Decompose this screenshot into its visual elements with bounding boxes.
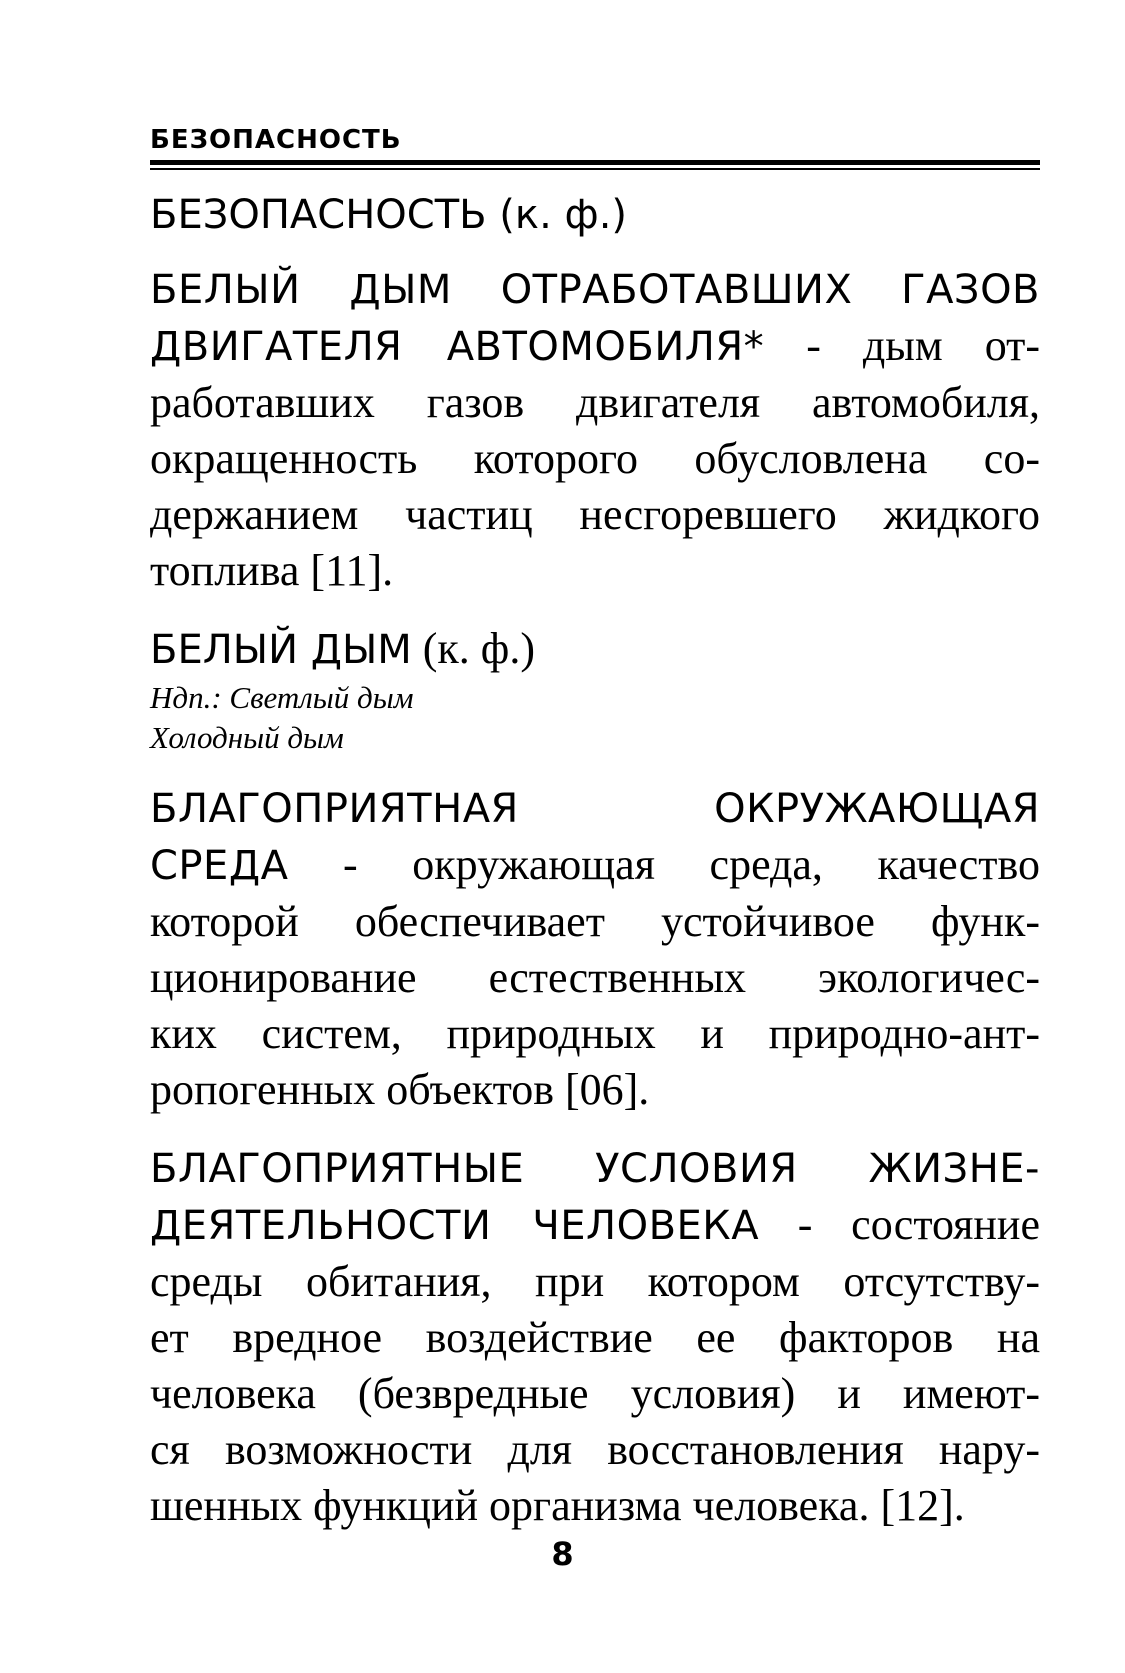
note-line: Холодный дым (150, 720, 344, 755)
note-line: Ндп.: Светлый дым (150, 680, 414, 715)
definition-line: ся возможности для восстановления нару- (150, 1425, 1040, 1474)
definition-line: окращенность которого обусловлена со- (150, 434, 1040, 483)
term-heading: ОКРУЖАЮЩАЯ (714, 786, 1040, 832)
term-heading: ДЕЯТЕЛЬНОСТИ ЧЕЛОВЕКА (150, 1203, 760, 1249)
definition-line: человека (безвредные условия) и имеют- (150, 1369, 1040, 1418)
entry-blagopriyatnye-usloviya (150, 1140, 1040, 1534)
definition-line: ропогенных объектов [06]. (150, 1065, 650, 1114)
definition-line: держанием частиц несгоревшего жидкого (150, 490, 1040, 539)
page-number: 8 (551, 1535, 574, 1573)
page-body (150, 120, 1040, 1534)
definition-text: - дым от- (764, 321, 1040, 370)
term-heading: ДВИГАТЕЛЯ АВТОМОБИЛЯ* (150, 324, 765, 370)
definition-text: - окружающая среда, качество (288, 840, 1040, 889)
entry-belyy-dym (150, 621, 1040, 758)
definition-line: ционирование естественных экологичес- (150, 953, 1040, 1002)
term-heading: БЛАГОПРИЯТНАЯ (150, 786, 519, 832)
entry-belyy-dym-gazov (150, 261, 1040, 599)
running-head: БЕЗОПАСНОСТЬ (150, 125, 402, 155)
definition-text: - состояние (759, 1200, 1041, 1249)
definition-line: шенных функций организма человека. [12]. (150, 1481, 965, 1530)
entry-blagopriyatnaya-sreda (150, 780, 1040, 1118)
definition-line: работавших газов двигателя автомобиля, (150, 378, 1040, 427)
definition-line: среды обитания, при котором отсутству- (150, 1257, 1040, 1306)
definition-line: ет вредное воздействие ее факторов на (150, 1313, 1040, 1362)
entry-text: БЕЗОПАСНОСТЬ (к. ф.) (150, 192, 628, 238)
header-rule-thin (150, 168, 1040, 170)
header-rule-thick (150, 160, 1040, 165)
term-heading: БЕЛЫЙ ДЫМ ОТРАБОТАВШИХ ГАЗОВ (150, 267, 1040, 313)
entry-bezopasnost (150, 186, 1040, 243)
definition-line: которой обеспечивает устойчивое функ- (150, 897, 1040, 946)
term-heading: БЛАГОПРИЯТНЫЕ УСЛОВИЯ ЖИЗНЕ- (150, 1146, 1040, 1192)
term-heading: СРЕДА (150, 843, 289, 889)
definition-line: топлива [11]. (150, 546, 394, 595)
entry-tail: (к. ф.) (411, 624, 535, 673)
definition-line: ких систем, природных и природно-ант- (150, 1009, 1040, 1058)
term-heading: БЕЛЫЙ ДЫМ (150, 627, 412, 673)
